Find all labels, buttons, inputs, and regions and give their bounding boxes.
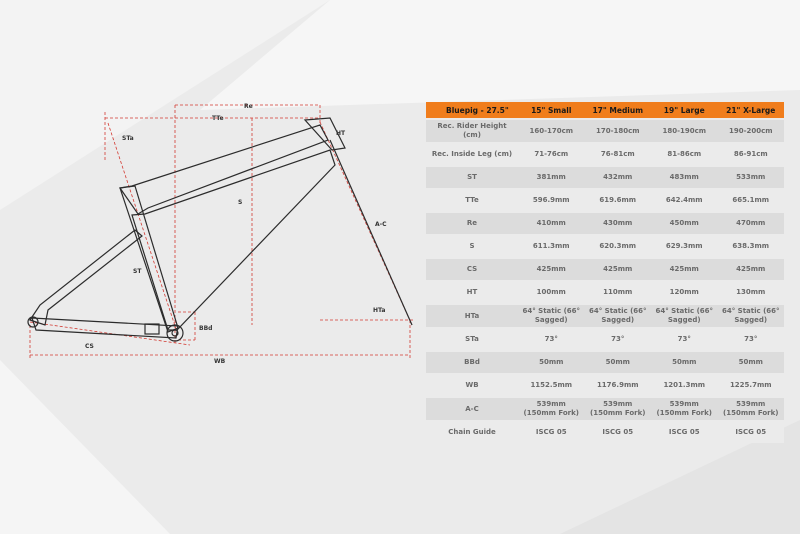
table-header-size: 21" X-Large: [718, 102, 785, 118]
table-row: [426, 190, 784, 211]
table-cell: 50mm: [651, 352, 718, 373]
table-cell: 100mm: [518, 282, 585, 303]
table-cell: 110mm: [585, 282, 652, 303]
table-cell: 170-180cm: [585, 120, 652, 142]
label-cs: CS: [85, 343, 94, 350]
table-cell: 539mm (150mm Fork): [585, 398, 652, 420]
table-cell: 665.1mm: [718, 190, 785, 211]
table-cell: 539mm (150mm Fork): [718, 398, 785, 420]
table-row: [426, 213, 784, 234]
row-label: HT: [426, 282, 518, 303]
dimension-lines: [30, 105, 415, 360]
table-cell: 619.6mm: [585, 190, 652, 211]
table-cell: ISCG 05: [651, 422, 718, 443]
label-sta: STa: [122, 135, 134, 142]
table-cell: 64° Static (66° Sagged): [585, 305, 652, 327]
table-cell: 1225.7mm: [718, 375, 785, 396]
table-cell: 596.9mm: [518, 190, 585, 211]
table-header-size: 17" Medium: [585, 102, 652, 118]
table-cell: 73°: [718, 329, 785, 350]
geometry-table-header: [426, 102, 784, 118]
row-label: Rec. Inside Leg (cm): [426, 144, 518, 165]
table-cell: ISCG 05: [718, 422, 785, 443]
table-cell: 432mm: [585, 167, 652, 188]
table-cell: 130mm: [718, 282, 785, 303]
row-label: S: [426, 236, 518, 257]
table-row: [426, 236, 784, 257]
row-label: Chain Guide: [426, 422, 518, 443]
table-cell: 629.3mm: [651, 236, 718, 257]
table-row: [426, 305, 784, 327]
table-cell: 533mm: [718, 167, 785, 188]
row-label: Re: [426, 213, 518, 234]
geometry-table-body: [426, 120, 784, 443]
table-cell: 64° Static (66° Sagged): [651, 305, 718, 327]
label-ac: A-C: [375, 221, 387, 228]
table-cell: 86-91cm: [718, 144, 785, 165]
label-tte: TTe: [212, 115, 224, 122]
table-cell: 1201.3mm: [651, 375, 718, 396]
table-cell: ISCG 05: [585, 422, 652, 443]
frame-tubes: [28, 118, 412, 341]
label-bbd: BBd: [199, 325, 213, 332]
table-row: [426, 352, 784, 373]
table-cell: 430mm: [585, 213, 652, 234]
table-cell: 120mm: [651, 282, 718, 303]
row-label: Rec. Rider Height (cm): [426, 120, 518, 142]
table-row: [426, 282, 784, 303]
table-cell: 483mm: [651, 167, 718, 188]
table-cell: 425mm: [651, 259, 718, 280]
row-label: STa: [426, 329, 518, 350]
table-cell: ISCG 05: [518, 422, 585, 443]
table-cell: 381mm: [518, 167, 585, 188]
table-cell: 425mm: [718, 259, 785, 280]
table-cell: 71-76cm: [518, 144, 585, 165]
row-label: BBd: [426, 352, 518, 373]
table-row: [426, 398, 784, 420]
table-cell: 611.3mm: [518, 236, 585, 257]
table-row: [426, 422, 784, 443]
table-cell: 190-200cm: [718, 120, 785, 142]
row-label: CS: [426, 259, 518, 280]
table-cell: 64° Static (66° Sagged): [718, 305, 785, 327]
table-cell: 73°: [585, 329, 652, 350]
table-row: [426, 375, 784, 396]
table-cell: 50mm: [518, 352, 585, 373]
table-cell: 425mm: [518, 259, 585, 280]
table-cell: 539mm (150mm Fork): [518, 398, 585, 420]
table-cell: 1152.5mm: [518, 375, 585, 396]
table-cell: 180-190cm: [651, 120, 718, 142]
label-ht: HT: [336, 130, 346, 137]
table-cell: 539mm (150mm Fork): [651, 398, 718, 420]
row-label: ST: [426, 167, 518, 188]
row-label: TTe: [426, 190, 518, 211]
label-re: Re: [244, 103, 253, 110]
table-cell: 76-81cm: [585, 144, 652, 165]
table-cell: 64° Static (66° Sagged): [518, 305, 585, 327]
label-wb: WB: [214, 358, 226, 365]
table-cell: 50mm: [718, 352, 785, 373]
table-cell: 50mm: [585, 352, 652, 373]
row-label: A-C: [426, 398, 518, 420]
table-cell: 425mm: [585, 259, 652, 280]
table-cell: 160-170cm: [518, 120, 585, 142]
table-cell: 638.3mm: [718, 236, 785, 257]
label-s: S: [238, 199, 243, 206]
table-row: [426, 259, 784, 280]
table-cell: 73°: [651, 329, 718, 350]
geometry-table: [426, 100, 784, 445]
table-cell: 620.3mm: [585, 236, 652, 257]
table-row: [426, 167, 784, 188]
table-cell: 450mm: [651, 213, 718, 234]
table-cell: 81-86cm: [651, 144, 718, 165]
table-row: [426, 144, 784, 165]
row-label: WB: [426, 375, 518, 396]
table-cell: 1176.9mm: [585, 375, 652, 396]
table-cell: 410mm: [518, 213, 585, 234]
table-header-size: 19" Large: [651, 102, 718, 118]
table-row: [426, 120, 784, 142]
table-header-size: 15" Small: [518, 102, 585, 118]
table-cell: 73°: [518, 329, 585, 350]
table-header-model: Bluepig - 27.5": [426, 102, 518, 118]
table-cell: 470mm: [718, 213, 785, 234]
row-label: HTa: [426, 305, 518, 327]
label-hta: HTa: [373, 307, 386, 314]
table-cell: 642.4mm: [651, 190, 718, 211]
table-row: [426, 329, 784, 350]
label-st: ST: [133, 268, 142, 275]
